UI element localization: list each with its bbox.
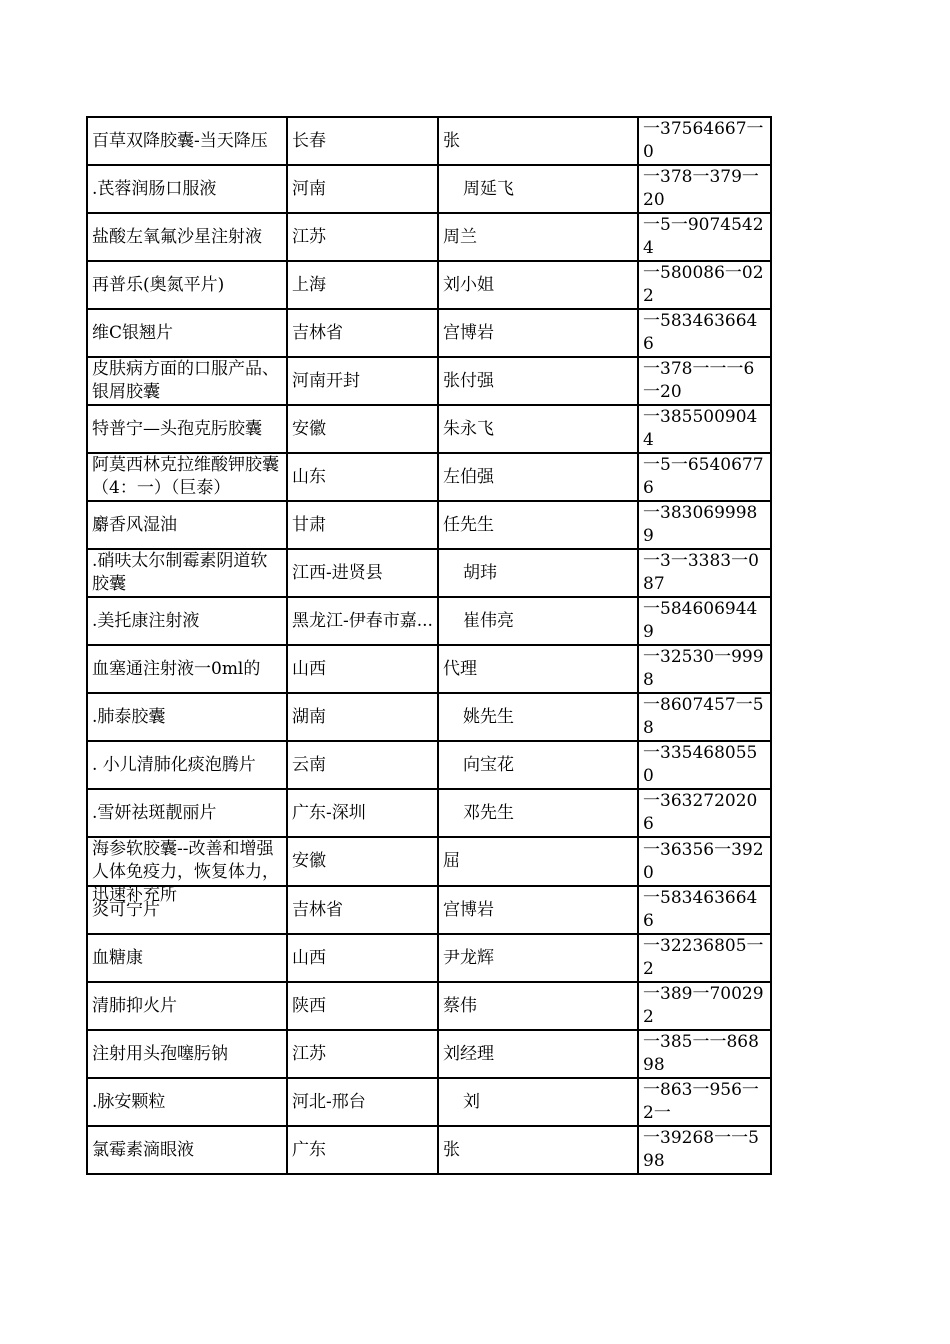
region-cell-text: 山西 [292,947,326,968]
product-cell [87,597,287,645]
contact-cell [438,309,638,357]
product-cell [87,1126,287,1174]
contact-cell-text: 左伯强 [443,466,494,487]
product-cell [87,117,287,165]
phone-cell [638,645,771,693]
region-cell-text: 广东 [292,1139,326,1160]
phone-cell [638,597,771,645]
product-cell-text: 盐酸左氧氟沙星注射液 [92,226,262,247]
contact-cell-text: 崔伟亮 [463,610,514,631]
region-cell [287,789,438,837]
region-cell [287,453,438,501]
phone-cell-text: 一37564667一0 [643,119,764,162]
contact-cell [438,789,638,837]
region-cell [287,357,438,405]
table-row [87,837,771,886]
phone-cell-text: 一32530一9998 [643,647,764,690]
region-cell [287,886,438,934]
region-cell-text: 广东-深圳 [292,802,366,823]
region-cell [287,165,438,213]
phone-cell [638,405,771,453]
phone-cell [638,309,771,357]
product-cell-text: .雪妍祛斑靓丽片 [92,802,217,823]
contact-table-sheet [86,116,762,1175]
product-cell [87,789,287,837]
region-cell-text: 江西-进贤县 [292,562,383,583]
phone-cell [638,501,771,549]
region-cell [287,982,438,1030]
phone-cell [638,837,771,886]
phone-cell [638,886,771,934]
phone-cell-text: 一580086一022 [643,263,764,306]
region-cell [287,693,438,741]
phone-cell-text: 一3830699989 [643,503,758,546]
product-cell [87,357,287,405]
phone-cell [638,357,771,405]
table-row [87,789,771,837]
product-cell-text: 血糖康 [92,947,143,968]
region-cell [287,1078,438,1126]
product-cell-text: 特普宁—头孢克肟胶囊 [92,418,262,439]
contact-cell [438,501,638,549]
contact-cell-text: 屈 [443,851,460,871]
region-cell-text: 长春 [292,130,326,151]
product-cell [87,405,287,453]
contact-cell-text: 宫博岩 [443,899,494,920]
phone-cell-text: 一5846069449 [643,599,758,642]
phone-cell-text: 一8607457一58 [643,695,764,738]
phone-cell-text: 一389一700292 [643,984,764,1027]
region-cell-text: 安徽 [292,418,326,439]
phone-cell-text: 一385一一86898 [643,1032,759,1075]
region-cell-text: 安徽 [292,851,326,871]
product-cell [87,309,287,357]
region-cell [287,501,438,549]
contact-cell [438,982,638,1030]
product-cell [87,741,287,789]
product-cell [87,1030,287,1078]
region-cell [287,1126,438,1174]
contact-cell [438,1078,638,1126]
contact-cell-text: 刘经理 [443,1043,494,1064]
phone-cell [638,1030,771,1078]
region-cell [287,117,438,165]
product-cell-text: 清肺抑火片 [92,995,177,1016]
product-cell-text: 百草双降胶囊-当天降压 [92,130,268,151]
contact-cell [438,549,638,597]
region-cell-text: 甘肃 [292,514,326,535]
region-cell-text: 黑龙江-伊春市嘉... [292,610,433,631]
region-cell-text: 吉林省 [292,899,343,920]
phone-cell [638,117,771,165]
contact-cell-text: 邓先生 [463,802,514,823]
region-cell-text: 山东 [292,466,326,487]
product-cell [87,501,287,549]
contact-cell [438,741,638,789]
phone-cell-text: 一3一3383一087 [643,551,759,594]
contact-table [86,116,772,1175]
phone-cell-text: 一5834636646 [643,888,758,931]
product-cell [87,693,287,741]
product-cell-text: . 小儿清肺化痰泡腾片 [92,754,256,775]
phone-cell-text: 一5一65406776 [643,455,764,498]
region-cell-text: 江苏 [292,1043,326,1064]
product-cell-text: 炎可宁片 [92,899,160,920]
table-row [87,886,771,934]
contact-cell-text: 周兰 [443,226,477,247]
contact-cell [438,213,638,261]
region-cell [287,741,438,789]
phone-cell [638,741,771,789]
contact-cell-text: 张 [443,130,460,151]
phone-cell-text: 一3354680550 [643,743,758,786]
region-cell-text: 吉林省 [292,322,343,343]
contact-cell [438,1030,638,1078]
phone-cell-text: 一378一一一6一20 [643,359,755,402]
region-cell-text: 云南 [292,754,326,775]
product-cell-text: 注射用头孢噻肟钠 [92,1043,228,1064]
contact-cell-text: 向宝花 [463,754,514,775]
contact-cell [438,693,638,741]
product-cell-text: 海参软胶囊--改善和增强人体免疫力，恢复体力，迅速补充所 [92,839,279,905]
product-cell [87,165,287,213]
phone-cell-text: 一3632720206 [643,791,758,834]
contact-cell [438,645,638,693]
contact-cell [438,357,638,405]
region-cell-text: 山西 [292,658,326,679]
contact-cell [438,886,638,934]
table-row [87,357,771,405]
table-row [87,982,771,1030]
table-row [87,1126,771,1174]
table-row [87,1030,771,1078]
contact-cell [438,405,638,453]
region-cell [287,837,438,886]
product-cell-text: .硝呋太尔制霉素阴道软胶囊 [92,551,268,594]
phone-cell-text: 一36356一3920 [643,839,764,883]
product-cell-text: 再普乐(奥氮平片) [92,274,225,295]
phone-cell [638,549,771,597]
contact-cell [438,453,638,501]
product-cell-text: 维C银翘片 [92,322,174,343]
product-cell-text: 皮肤病方面的口服产品、银屑胶囊 [92,359,279,402]
contact-cell [438,597,638,645]
phone-cell [638,982,771,1030]
region-cell-text: 陕西 [292,995,326,1016]
product-cell-text: 氯霉素滴眼液 [92,1139,194,1160]
product-cell [87,453,287,501]
contact-cell-text: 周延飞 [463,178,514,199]
contact-cell-text: 刘小姐 [443,274,494,295]
region-cell-text: 江苏 [292,226,326,247]
phone-cell [638,213,771,261]
contact-cell-text: 胡玮 [463,562,497,583]
contact-cell-text: 朱永飞 [443,418,494,439]
region-cell [287,261,438,309]
phone-cell [638,1126,771,1174]
contact-cell-text: 尹龙辉 [443,947,494,968]
table-row [87,645,771,693]
phone-cell [638,1078,771,1126]
table-row [87,934,771,982]
product-cell [87,934,287,982]
table-row [87,117,771,165]
product-cell-text: 阿莫西林克拉维酸钾胶囊（4：一）（巨泰） [92,455,279,498]
table-row [87,741,771,789]
product-cell [87,549,287,597]
region-cell-text: 湖南 [292,706,326,727]
phone-cell-text: 一3855009044 [643,407,758,450]
contact-cell-text: 蔡伟 [443,995,477,1016]
product-cell [87,645,287,693]
contact-cell-text: 刘 [463,1091,480,1112]
table-row [87,405,771,453]
table-row [87,309,771,357]
region-cell-text: 河北-邢台 [292,1091,366,1112]
table-row [87,549,771,597]
product-cell [87,213,287,261]
table-row [87,261,771,309]
contact-cell-text: 任先生 [443,514,494,535]
region-cell [287,597,438,645]
phone-cell [638,453,771,501]
product-cell [87,982,287,1030]
table-row [87,213,771,261]
table-body [87,117,771,1174]
product-cell-text: .芪蓉润肠口服液 [92,178,217,199]
product-cell [87,837,287,905]
region-cell [287,405,438,453]
phone-cell [638,261,771,309]
region-cell-text: 河南 [292,178,326,199]
product-cell [87,261,287,309]
phone-cell-text: 一5834636646 [643,311,758,354]
contact-cell-text: 张 [443,1139,460,1160]
table-row [87,453,771,501]
table-row [87,165,771,213]
region-cell [287,1030,438,1078]
region-cell [287,213,438,261]
region-cell [287,934,438,982]
contact-cell [438,117,638,165]
product-cell-text: .美托康注射液 [92,610,200,631]
region-cell [287,309,438,357]
table-row [87,1078,771,1126]
contact-cell-text: 代理 [443,658,477,679]
contact-cell [438,1126,638,1174]
region-cell-text: 河南开封 [292,370,360,391]
product-cell-text: 麝香风湿油 [92,514,177,535]
contact-cell [438,934,638,982]
contact-cell-text: 姚先生 [463,706,514,727]
region-cell [287,645,438,693]
phone-cell [638,165,771,213]
contact-cell-text: 张付强 [443,370,494,391]
phone-cell [638,934,771,982]
table-row [87,597,771,645]
product-cell-text: .肺泰胶囊 [92,706,166,727]
phone-cell-text: 一378一379一20 [643,167,759,210]
region-cell-text: 上海 [292,274,326,295]
table-row [87,501,771,549]
contact-cell [438,261,638,309]
product-cell-text: 血塞通注射液一0ml的 [92,658,261,679]
product-cell-text: .脉安颗粒 [92,1091,166,1112]
phone-cell [638,789,771,837]
product-cell [87,1078,287,1126]
region-cell [287,549,438,597]
contact-cell-text: 宫博岩 [443,322,494,343]
phone-cell-text: 一39268一一598 [643,1128,759,1171]
phone-cell [638,693,771,741]
phone-cell-text: 一5一90745424 [643,215,764,258]
contact-cell [438,837,638,886]
contact-cell [438,165,638,213]
table-row [87,693,771,741]
phone-cell-text: 一32236805一2 [643,936,764,979]
phone-cell-text: 一863一956一2一 [643,1080,759,1123]
